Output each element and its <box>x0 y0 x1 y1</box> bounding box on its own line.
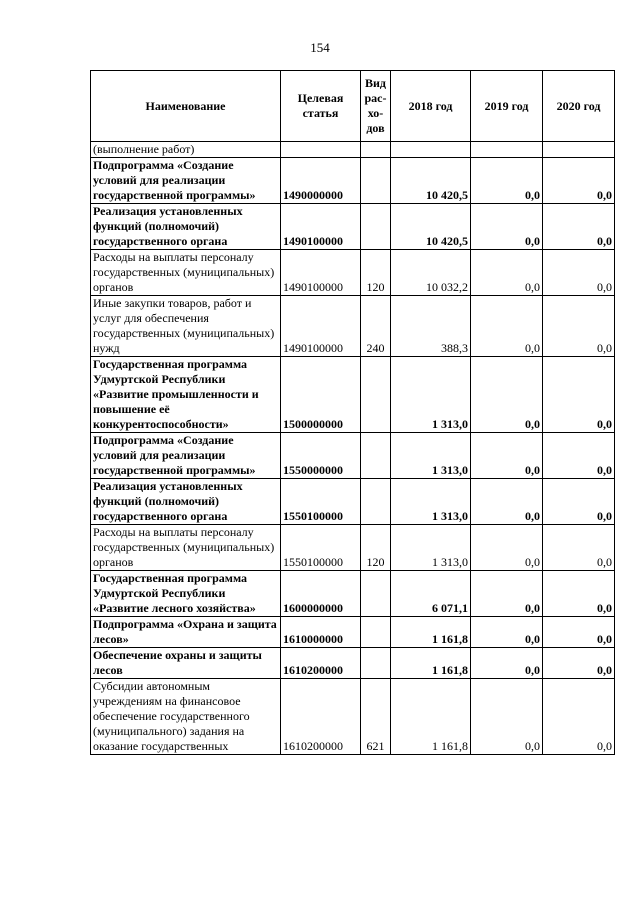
cell-2019: 0,0 <box>471 158 543 204</box>
cell-target-article: 1500000000 <box>281 357 361 433</box>
cell-2018: 1 313,0 <box>391 479 471 525</box>
cell-target-article: 1610000000 <box>281 617 361 648</box>
cell-name: Расходы на выплаты персоналу государственных (муниципальных) органов <box>91 250 281 296</box>
cell-expense-type <box>361 617 391 648</box>
cell-name: Субсидии автономным учреждениям на финансовое обеспечение государственного (муниципального) задания на оказание государственных <box>91 679 281 755</box>
cell-target-article: 1550100000 <box>281 479 361 525</box>
cell-expense-type <box>361 479 391 525</box>
cell-expense-type <box>361 357 391 433</box>
cell-2020: 0,0 <box>543 296 615 357</box>
cell-name: Подпрограмма «Создание условий для реализации государственной программы» <box>91 158 281 204</box>
cell-2019: 0,0 <box>471 617 543 648</box>
table-row <box>91 357 615 433</box>
cell-2019: 0,0 <box>471 204 543 250</box>
cell-target-article: 1610200000 <box>281 679 361 755</box>
cell-target-article: 1490100000 <box>281 204 361 250</box>
cell-2019: 0,0 <box>471 433 543 479</box>
header-year-2018: 2018 год <box>391 71 471 142</box>
table-row <box>91 142 615 158</box>
table-row <box>91 525 615 571</box>
table-row <box>91 296 615 357</box>
cell-2018: 1 313,0 <box>391 433 471 479</box>
cell-name: Иные закупки товаров, работ и услуг для обеспечения государственных (муниципальных) нужд <box>91 296 281 357</box>
cell-2018: 10 420,5 <box>391 158 471 204</box>
cell-2020: 0,0 <box>543 571 615 617</box>
table-row <box>91 204 615 250</box>
cell-2020: 0,0 <box>543 158 615 204</box>
cell-2018: 1 313,0 <box>391 357 471 433</box>
cell-expense-type: 120 <box>361 525 391 571</box>
cell-2020: 0,0 <box>543 679 615 755</box>
table-row <box>91 617 615 648</box>
cell-2020 <box>543 142 615 158</box>
cell-2018 <box>391 142 471 158</box>
cell-name: Обеспечение охраны и защиты лесов <box>91 648 281 679</box>
table-header-row <box>91 71 615 142</box>
cell-expense-type: 120 <box>361 250 391 296</box>
cell-target-article: 1550000000 <box>281 433 361 479</box>
cell-2020: 0,0 <box>543 648 615 679</box>
cell-2020: 0,0 <box>543 525 615 571</box>
header-target-article: Целевая статья <box>281 71 361 142</box>
cell-2018: 1 161,8 <box>391 617 471 648</box>
cell-name: Реализация установленных функций (полномочий) государственного органа <box>91 479 281 525</box>
cell-2020: 0,0 <box>543 617 615 648</box>
budget-table <box>90 70 615 755</box>
cell-2020: 0,0 <box>543 204 615 250</box>
cell-2019: 0,0 <box>471 571 543 617</box>
cell-2019: 0,0 <box>471 479 543 525</box>
table-row <box>91 250 615 296</box>
cell-expense-type <box>361 571 391 617</box>
cell-2018: 10 032,2 <box>391 250 471 296</box>
cell-target-article: 1550100000 <box>281 525 361 571</box>
table-row <box>91 648 615 679</box>
cell-2019: 0,0 <box>471 357 543 433</box>
cell-2020: 0,0 <box>543 250 615 296</box>
cell-2018: 10 420,5 <box>391 204 471 250</box>
header-year-2020: 2020 год <box>543 71 615 142</box>
cell-expense-type <box>361 204 391 250</box>
table-row <box>91 158 615 204</box>
cell-2018: 1 161,8 <box>391 648 471 679</box>
cell-name: Государственная программа Удмуртской Республики «Развитие лесного хозяйства» <box>91 571 281 617</box>
cell-2019: 0,0 <box>471 250 543 296</box>
cell-expense-type: 240 <box>361 296 391 357</box>
page-number: 154 <box>310 40 330 55</box>
cell-2019: 0,0 <box>471 648 543 679</box>
cell-target-article: 1490100000 <box>281 296 361 357</box>
table-row <box>91 679 615 755</box>
cell-expense-type <box>361 158 391 204</box>
cell-2019: 0,0 <box>471 525 543 571</box>
cell-name: Расходы на выплаты персоналу государственных (муниципальных) органов <box>91 525 281 571</box>
cell-2018: 1 313,0 <box>391 525 471 571</box>
cell-expense-type <box>361 433 391 479</box>
cell-target-article <box>281 142 361 158</box>
cell-2018: 388,3 <box>391 296 471 357</box>
cell-2019: 0,0 <box>471 296 543 357</box>
cell-name: Подпрограмма «Создание условий для реализации государственной программы» <box>91 433 281 479</box>
cell-name: Государственная программа Удмуртской Республики «Развитие промышленности и повышение её конкурентоспособности» <box>91 357 281 433</box>
cell-2019 <box>471 142 543 158</box>
cell-name: Реализация установленных функций (полномочий) государственного органа <box>91 204 281 250</box>
cell-expense-type <box>361 142 391 158</box>
cell-2020: 0,0 <box>543 433 615 479</box>
cell-name: (выполнение работ) <box>91 142 281 158</box>
header-expense-type: Вид рас-хо-дов <box>361 71 391 142</box>
cell-expense-type <box>361 648 391 679</box>
table-row <box>91 571 615 617</box>
cell-2020: 0,0 <box>543 479 615 525</box>
cell-2019: 0,0 <box>471 679 543 755</box>
cell-2020: 0,0 <box>543 357 615 433</box>
cell-target-article: 1600000000 <box>281 571 361 617</box>
table-row <box>91 433 615 479</box>
header-name: Наименование <box>91 71 281 142</box>
cell-2018: 1 161,8 <box>391 679 471 755</box>
cell-target-article: 1490000000 <box>281 158 361 204</box>
cell-expense-type: 621 <box>361 679 391 755</box>
cell-name: Подпрограмма «Охрана и защита лесов» <box>91 617 281 648</box>
cell-target-article: 1610200000 <box>281 648 361 679</box>
cell-2018: 6 071,1 <box>391 571 471 617</box>
cell-target-article: 1490100000 <box>281 250 361 296</box>
header-year-2019: 2019 год <box>471 71 543 142</box>
table-row <box>91 479 615 525</box>
